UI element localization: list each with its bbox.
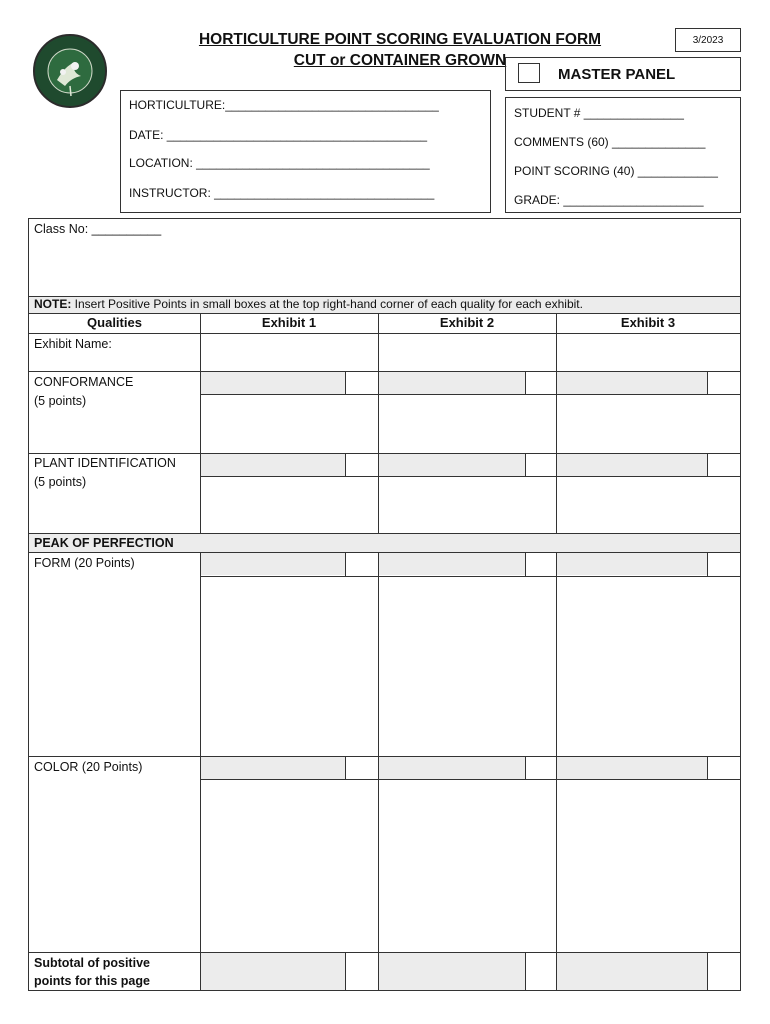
event-info-box [120, 90, 491, 213]
color-ex1-shaded [201, 757, 345, 779]
comments-score-field[interactable]: COMMENTS (60) ______________ [514, 135, 706, 149]
plant-id-points: (5 points) [34, 475, 87, 489]
student-number-field[interactable]: STUDENT # _______________ [514, 106, 684, 120]
note-body: Insert Positive Points in small boxes at the top right-hand corner of each quality for each exhibit. [71, 297, 583, 311]
grade-field[interactable]: GRADE: _____________________ [514, 193, 704, 207]
color-label: COLOR (20 Points) [34, 760, 143, 774]
student-info-box [505, 97, 741, 213]
subtotal-ex3-shaded [557, 953, 707, 990]
form-label: FORM (20 Points) [34, 556, 135, 570]
horticulture-field[interactable]: HORTICULTURE:________________________________ [129, 98, 439, 112]
form-ex3-shaded [557, 553, 707, 575]
master-panel-checkbox[interactable] [518, 63, 540, 83]
note-label: NOTE: [34, 297, 72, 311]
subtotal-label-1: Subtotal of positive [34, 956, 150, 970]
form-subtitle: CUT or CONTAINER GROWN [293, 52, 507, 69]
plant-id-ex2-shaded [379, 454, 525, 476]
point-scoring-field[interactable]: POINT SCORING (40) ____________ [514, 164, 718, 178]
peak-label: PEAK OF PERFECTION [34, 536, 174, 550]
form-ex1-shaded [201, 553, 345, 575]
form-ex2-shaded [379, 553, 525, 575]
exhibit-name-label: Exhibit Name: [34, 337, 112, 351]
conformance-ex2-shaded [379, 372, 525, 394]
date-field[interactable]: DATE: _______________________________________ [129, 128, 428, 142]
header-exhibit-2: Exhibit 2 [439, 315, 495, 330]
subtotal-ex2-shaded [379, 953, 525, 990]
conformance-points: (5 points) [34, 394, 87, 408]
plant-id-label: PLANT IDENTIFICATION [34, 456, 176, 470]
color-ex2-shaded [379, 757, 525, 779]
master-panel-box [505, 57, 741, 91]
plant-id-ex3-shaded [557, 454, 707, 476]
instructor-field[interactable]: INSTRUCTOR: _________________________________ [129, 186, 435, 200]
note-text [34, 295, 583, 314]
header-qualities: Qualities [87, 315, 142, 330]
conformance-ex3-shaded [557, 372, 707, 394]
flower-emblem-icon [35, 36, 105, 106]
form-title: HORTICULTURE POINT SCORING EVALUATION FORM [198, 31, 602, 48]
plant-id-ex1-shaded [201, 454, 345, 476]
conformance-label: CONFORMANCE [34, 375, 134, 389]
garden-club-logo [33, 34, 107, 108]
revision-date: 3/2023 [675, 28, 741, 52]
conformance-ex1-shaded [201, 372, 345, 394]
subtotal-ex1-shaded [201, 953, 345, 990]
location-field[interactable]: LOCATION: ___________________________________ [129, 156, 430, 170]
subtotal-label-2: points for this page [34, 974, 150, 988]
header-exhibit-3: Exhibit 3 [620, 315, 676, 330]
header-exhibit-1: Exhibit 1 [261, 315, 317, 330]
class-number-field[interactable]: Class No: __________ [34, 222, 162, 236]
color-ex3-shaded [557, 757, 707, 779]
master-panel-label: MASTER PANEL [558, 66, 676, 83]
scoring-table [28, 218, 741, 991]
